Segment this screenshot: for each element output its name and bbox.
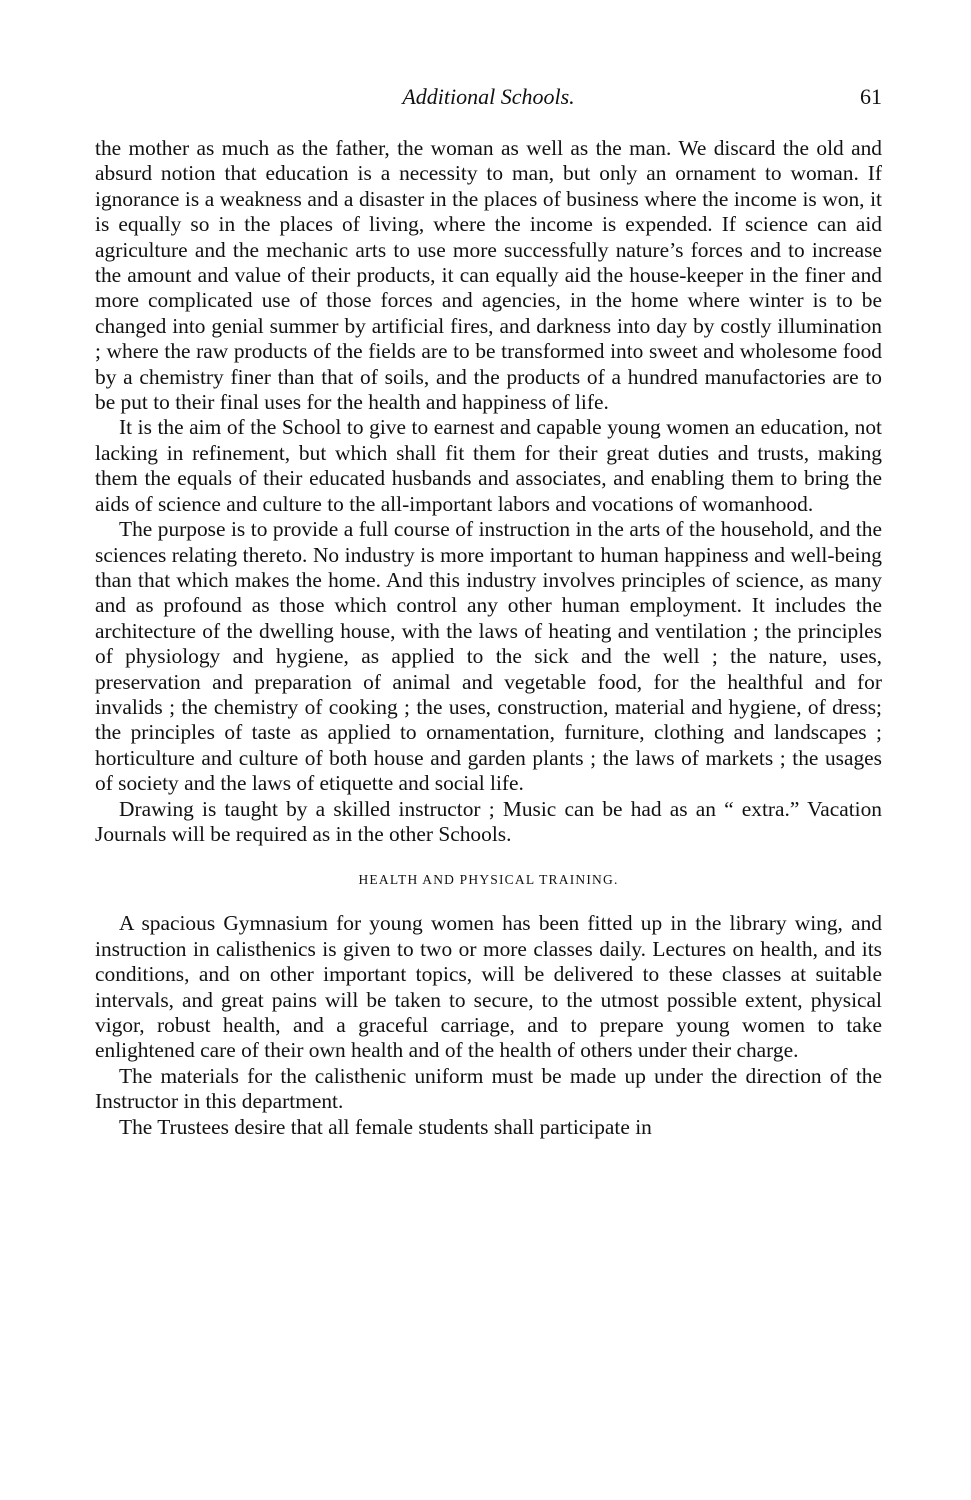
- paragraph-drawing: Drawing is taught by a skilled instructor ; Music can be had as an “ extra.” Vacation Journals will be required as in the other Schools.: [95, 796, 882, 846]
- section-heading: HEALTH AND PHYSICAL TRAINING.: [358, 872, 619, 888]
- paragraph-trustees: The Trustees desire that all female students shall participate in: [119, 1114, 652, 1139]
- paragraph-continued: the mother as much as the father, the woman as well as the man. We discard the old and absurd notion that education is a necessity to man, but only an ornament to woman. If ignorance is a weakness and a disaster in the places of business where the income is won, it is equally so in the places of living, where the income is expended. If science can aid agriculture and the mechanic arts to use more successfully nature’s forces and to increase the amount and value of their products, it can equally aid the house-keeper in the finer and more complicated use of those forces and agencies, in the home where winter is to be changed into genial summer by artificial fires, and darkness into day by costly illumination ; where the raw products of the fields are to be transformed into sweet and wholesome food by a chemistry finer than that of soils, and the products of a hundred manufactories are to be put to their final uses for the health and happiness of life.: [95, 136, 882, 415]
- paragraph-uniform: The materials for the calisthenic uniform must be made up under the direction of the Instructor in this department.: [95, 1063, 882, 1114]
- page-number: 61: [860, 84, 882, 109]
- running-head: [95, 84, 882, 114]
- paragraph-school-aim: It is the aim of the School to give to earnest and capable young women an education, not lacking in refinement, but which shall fit them for their great duties and trusts, making them the equals of their educated husbands and associates, and enabling them to bring the aids of science and culture to the all-important labors and vocations of womanhood.: [95, 415, 882, 516]
- running-title: Additional Schools.: [402, 84, 575, 109]
- paragraph-gymnasium: A spacious Gymnasium for young women has been fitted up in the library wing, and instruction in calisthenics is given to two or more classes daily. Lectures on health, and its conditions, and on other important topics, will be delivered to these classes at suitable intervals, and great pains will be taken to secure, to the utmost possible extent, physical vigor, robust health, and a graceful carriage, and to prepare young women to take enlightened care of their own health and of the health of others under their charge.: [95, 911, 882, 1063]
- paragraph-purpose: The purpose is to provide a full course of instruction in the arts of the household, and the sciences relating thereto. No industry is more important to human happiness and well-being than that which makes the home. And this industry involves principles of science, as many and as profound as those which control any other human employment. It includes the architecture of the dwelling house, with the laws of heating and ventilation ; the principles of physiology and hygiene, as applied to the sick and the well ; the nature, uses, preservation and preparation of animal and vegetable food, for the healthful and for invalids ; the chemistry of cooking ; the uses, construction, material and hygiene, of dress; the principles of taste as applied to ornamentation, furniture, clothing and landscapes ; horticulture and culture of both house and garden plants ; the laws of markets ; the usages of society and the laws of etiquette and social life.: [95, 517, 882, 796]
- book-page: [95, 84, 882, 1140]
